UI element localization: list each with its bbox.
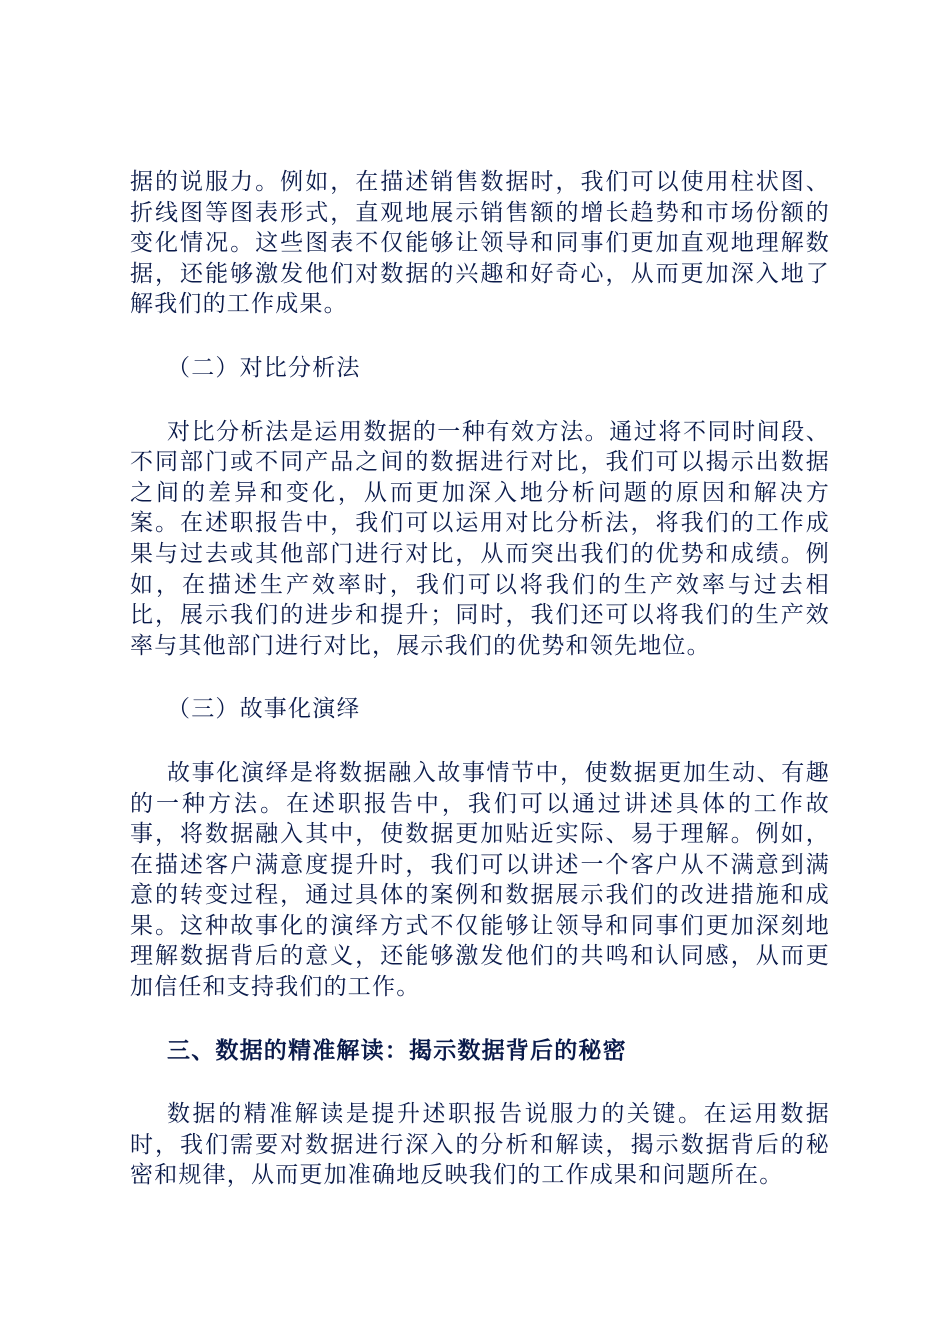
section3-paragraph: 数据的精准解读是提升述职报告说服力的关键。在运用数据时，我们需要对数据进行深入的分析和解读，揭示数据背后的秘密和规律，从而更加准确地反映我们的工作成果和问题所在。 (130, 1101, 830, 1189)
spacer (130, 1066, 830, 1099)
subheading-storytelling: （三）故事化演绎 (167, 696, 361, 723)
document-page (130, 167, 830, 1191)
intro-paragraph: 据的说服力。例如，在描述销售数据时，我们可以使用柱状图、折线图等图表形式，直观地展示销售额的增长趋势和市场份额的变化情况。这些图表不仅能够让领导和同事们更加直观地理解数据，还能够激发他们对数据的兴趣和好奇心，从而更加深入地了解我们的工作成果。 (130, 169, 830, 318)
spacer (130, 661, 830, 694)
subheading-comparison: （二）对比分析法 (167, 354, 361, 381)
spacer (130, 1003, 830, 1036)
section-heading-3: 三、数据的精准解读：揭示数据背后的秘密 (167, 1037, 627, 1064)
storytelling-paragraph: 故事化演绎是将数据融入故事情节中，使数据更加生动、有趣的一种方法。在述职报告中，我们可以通过讲述具体的工作故事，将数据融入其中，使数据更加贴近实际、易于理解。例如，在描述客户满意度提升时，我们可以讲述一个客户从不满意到满意的转变过程，通过具体的案例和数据展示我们的改进措施和成果。这种故事化的演绎方式不仅能够让领导和同事们更加深刻地理解数据背后的意义，还能够激发他们的共鸣和认同感，从而更加信任和支持我们的工作。 (130, 759, 830, 1001)
spacer (130, 384, 830, 417)
spacer (130, 320, 830, 353)
comparison-paragraph: 对比分析法是运用数据的一种有效方法。通过将不同时间段、不同部门或不同产品之间的数据进行对比，我们可以揭示出数据之间的差异和变化，从而更加深入地分析问题的原因和解决方案。在述职报告中，我们可以运用对比分析法，将我们的工作成果与过去或其他部门进行对比，从而突出我们的优势和成绩。例如，在描述生产效率时，我们可以将我们的生产效率与过去相比，展示我们的进步和提升；同时，我们还可以将我们的生产效率与其他部门进行对比，展示我们的优势和领先地位。 (130, 418, 830, 659)
spacer (130, 725, 830, 758)
